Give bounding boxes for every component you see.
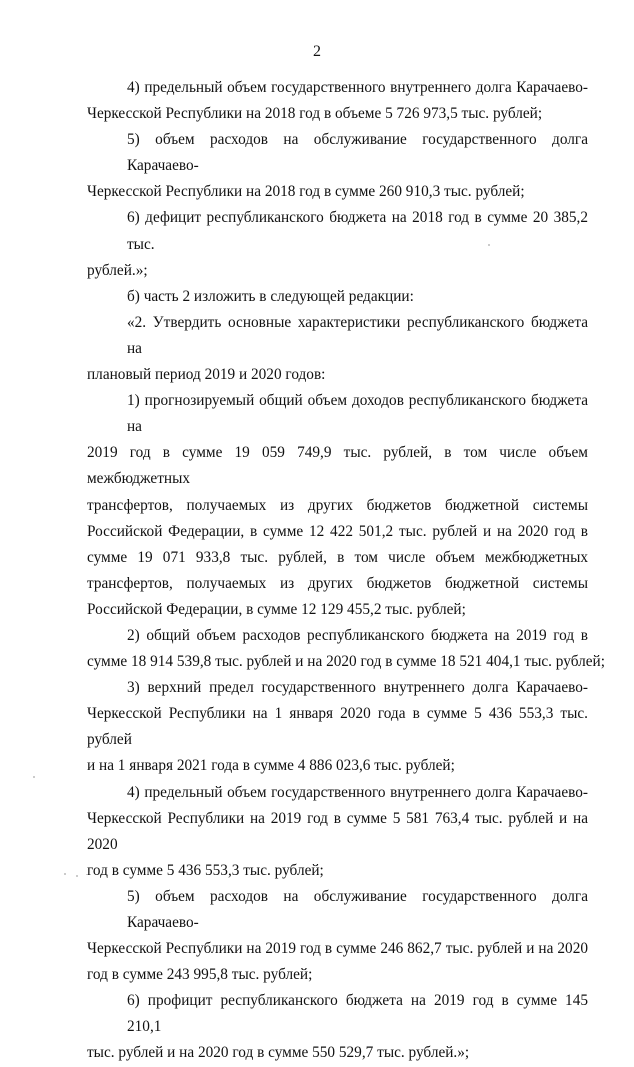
text-line: год в сумме 5 436 553,3 тыс. рублей; <box>87 861 324 879</box>
paragraph-revenue-forecast <box>87 388 588 623</box>
text-line: б) часть 2 изложить в следующей редакции: <box>127 287 414 305</box>
paragraph-surplus <box>87 988 588 1066</box>
text-line: и на 1 января 2021 года в сумме 4 886 023,6 тыс. рублей; <box>87 757 455 775</box>
paragraph-debt-ceiling <box>87 675 588 779</box>
text-line: Черкесской Республики на 2018 год в объеме 5 726 973,5 тыс. рублей; <box>87 105 543 123</box>
scan-speck <box>488 244 490 246</box>
text-line: трансфертов, получаемых из других бюджетов бюджетной системы <box>87 574 588 592</box>
text-line: Российской Федерации, в сумме 12 422 501,2 тыс. рублей и на 2020 год в <box>87 522 588 540</box>
text-line: 3) верхний предел государственного внутреннего долга Карачаево- <box>127 679 588 697</box>
text-line: Черкесской Республики на 1 января 2020 года в сумме 5 436 553,3 тыс. рублей <box>87 705 588 749</box>
paragraph-expenditure <box>87 623 605 675</box>
scan-speck <box>76 875 78 877</box>
paragraph-debt-service-2018 <box>87 127 588 205</box>
text-line: рублей.»; <box>87 261 148 279</box>
text-line: Черкесской Республики на 2018 год в сумме 260 910,3 тыс. рублей; <box>87 183 525 201</box>
paragraph-debt-limit-2018 <box>87 75 588 127</box>
text-line: 4) предельный объем государственного внутреннего долга Карачаево- <box>127 783 588 801</box>
text-line: сумме 19 071 933,8 тыс. рублей, в том числе объем межбюджетных <box>87 548 588 566</box>
text-line: 2) общий объем расходов республиканского бюджета на 2019 год в <box>127 626 588 644</box>
paragraph-planning-period <box>87 310 588 388</box>
text-line: 6) дефицит республиканского бюджета на 2018 год в сумме 20 385,2 тыс. <box>127 209 588 253</box>
text-line: год в сумме 243 995,8 тыс. рублей; <box>87 966 313 984</box>
text-line: Черкесской Республики на 2019 год в сумме 5 581 763,4 тыс. рублей и на 2020 <box>87 809 588 853</box>
paragraph-deficit-2018 <box>87 205 588 283</box>
text-line: 5) объем расходов на обслуживание государственного долга Карачаево- <box>127 131 588 175</box>
text-line: Российской Федерации, в сумме 12 129 455,2 тыс. рублей; <box>87 600 466 618</box>
scan-speck <box>64 873 66 875</box>
paragraph-part-2-amendment <box>87 284 588 310</box>
paragraph-debt-limit-2019-2020 <box>87 780 588 884</box>
text-line: 1) прогнозируемый общий объем доходов республиканского бюджета на <box>127 392 588 436</box>
document-body <box>87 75 605 1067</box>
text-line: трансфертов, получаемых из других бюджетов бюджетной системы <box>87 496 588 514</box>
paragraph-debt-service-2019-2020 <box>87 884 588 988</box>
text-line: тыс. рублей и на 2020 год в сумме 550 529,7 тыс. рублей.»; <box>87 1044 470 1062</box>
text-line: 6) профицит республиканского бюджета на 2019 год в сумме 145 210,1 <box>127 992 588 1036</box>
page-number: 2 <box>313 43 321 60</box>
scan-speck <box>86 874 87 875</box>
text-line: плановый период 2019 и 2020 годов: <box>87 366 326 384</box>
text-line: «2. Утвердить основные характеристики республиканского бюджета на <box>127 313 588 357</box>
scan-speck <box>33 776 35 778</box>
text-line: Черкесской Республики на 2019 год в сумме 246 862,7 тыс. рублей и на 2020 <box>87 940 588 958</box>
text-line: 4) предельный объем государственного внутреннего долга Карачаево- <box>127 79 588 96</box>
text-line: сумме 18 914 539,8 тыс. рублей и на 2020 год в сумме 18 521 404,1 тыс. рублей; <box>87 653 605 671</box>
text-line: 2019 год в сумме 19 059 749,9 тыс. рублей, в том числе объем межбюджетных <box>87 444 588 488</box>
text-line: 5) объем расходов на обслуживание государственного долга Карачаево- <box>127 887 588 931</box>
